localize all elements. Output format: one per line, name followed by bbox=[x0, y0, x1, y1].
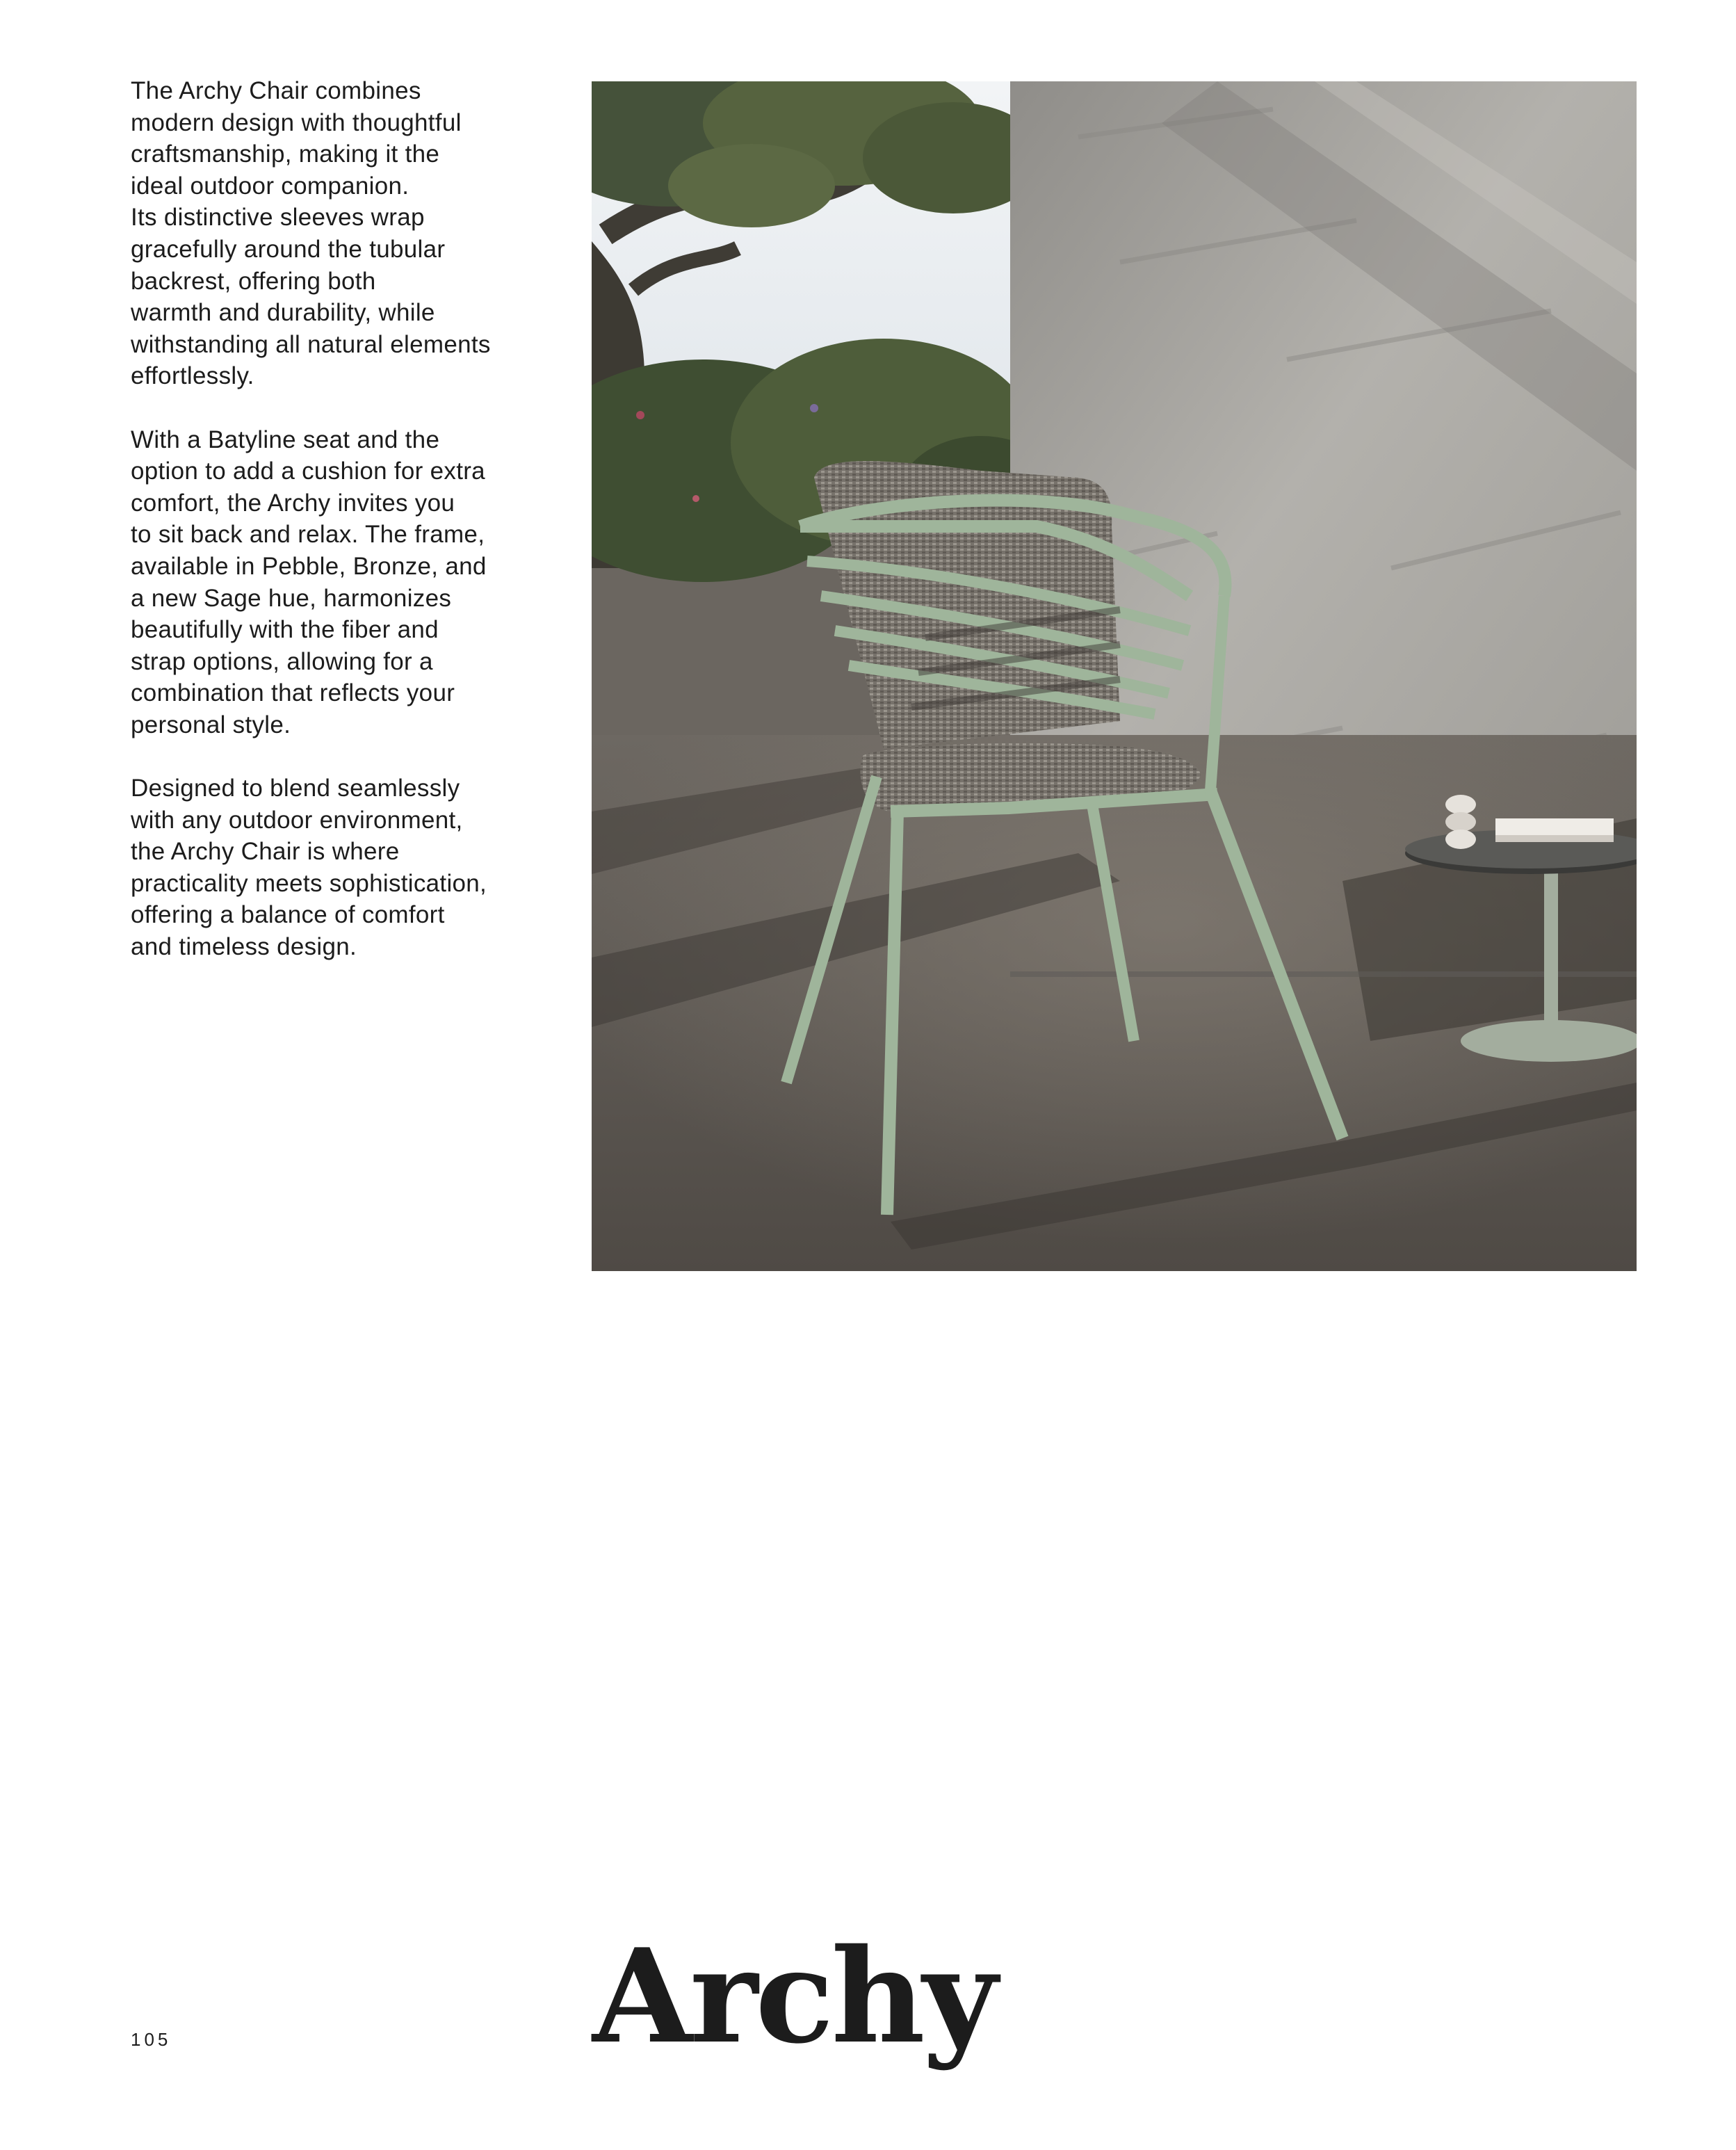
text-line: withstanding all natural elements bbox=[131, 330, 491, 358]
text-line: Designed to blend seamlessly bbox=[131, 775, 460, 802]
product-photo bbox=[592, 81, 1637, 1271]
text-line: the Archy Chair is where bbox=[131, 838, 400, 866]
text-line: effortlessly. bbox=[131, 362, 254, 390]
description-paragraph-2 bbox=[131, 424, 548, 741]
text-line: option to add a cushion for extra bbox=[131, 458, 485, 485]
text-line: practicality meets sophistication, bbox=[131, 869, 487, 897]
text-line: With a Batyline seat and the bbox=[131, 426, 440, 453]
text-line: to sit back and relax. The frame, bbox=[131, 521, 485, 549]
text-line: beautifully with the fiber and bbox=[131, 616, 439, 644]
product-wordmark: Archy bbox=[592, 1920, 995, 2072]
text-line: with any outdoor environment, bbox=[131, 806, 463, 834]
text-line: gracefully around the tubular bbox=[131, 235, 446, 263]
text-line: comfort, the Archy invites you bbox=[131, 489, 455, 517]
text-line: combination that reflects your bbox=[131, 679, 455, 707]
product-description bbox=[131, 75, 548, 994]
chair-scene-illustration bbox=[592, 81, 1637, 1271]
text-line: personal style. bbox=[131, 711, 291, 738]
text-line: and timeless design. bbox=[131, 933, 357, 961]
text-line: craftsmanship, making it the bbox=[131, 140, 440, 168]
text-line: strap options, allowing for a bbox=[131, 647, 433, 675]
text-line: modern design with thoughtful bbox=[131, 108, 462, 136]
description-paragraph-3 bbox=[131, 773, 548, 963]
text-line: offering a balance of comfort bbox=[131, 901, 445, 929]
text-line: available in Pebble, Bronze, and bbox=[131, 552, 487, 580]
page-number: 105 bbox=[131, 2029, 172, 2050]
text-line: warmth and durability, while bbox=[131, 299, 435, 327]
text-line: Its distinctive sleeves wrap bbox=[131, 204, 425, 232]
text-line: backrest, offering both bbox=[131, 267, 376, 295]
text-line: The Archy Chair combines bbox=[131, 77, 421, 104]
text-line: a new Sage hue, harmonizes bbox=[131, 584, 452, 612]
text-line: ideal outdoor companion. bbox=[131, 172, 409, 200]
description-paragraph-1 bbox=[131, 75, 548, 392]
